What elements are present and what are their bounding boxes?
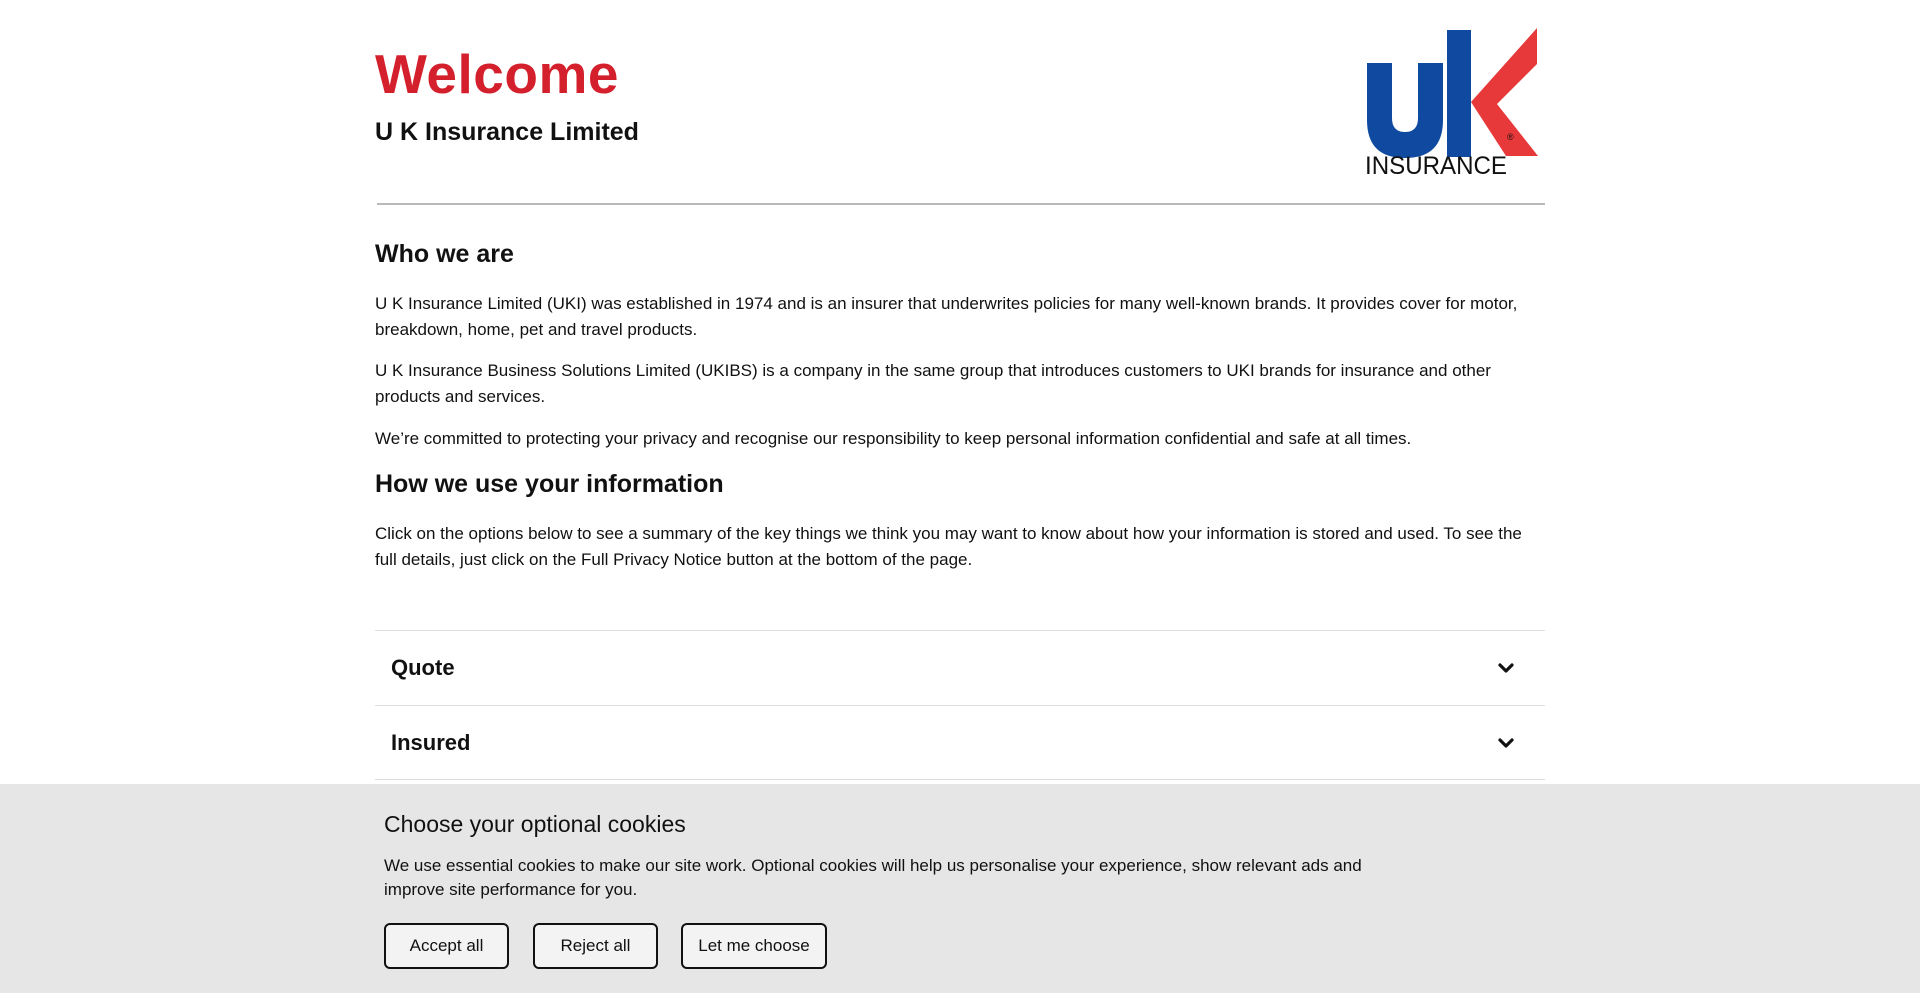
accept-all-button[interactable]: Accept all [384,923,509,969]
section-title-who-we-are: Who we are [375,240,514,268]
accordion-item-insured[interactable] [375,705,1545,780]
logo-registered-mark: ® [1507,132,1514,142]
paragraph-about-ukibs: U K Insurance Business Solutions Limited (UKIBS) is a company in the same group that introduces customers to UKI brands for insurance and other products and services. [375,361,1491,406]
logo-k-arm [1471,28,1538,156]
accordion-label: Quote [391,655,455,680]
company-name: U K Insurance Limited [375,118,639,146]
chevron-down-icon [1497,734,1515,752]
cookie-banner [0,784,1920,993]
logo-k-stem [1447,30,1471,157]
accordion-label: Insured [391,730,471,755]
logo-u-letter [1367,63,1443,158]
paragraph-privacy-commitment: We’re committed to protecting your privacy and recognise our responsibility to keep personal information confidential and safe at all times. [375,429,1412,448]
section-title-how-we-use: How we use your information [375,470,724,498]
main-content [375,0,1545,755]
page-title: Welcome [375,43,619,105]
cookie-banner-title: Choose your optional cookies [384,811,686,837]
accordion-item-quote[interactable] [375,630,1545,705]
paragraph-how-we-use: Click on the options below to see a summary of the key things we think you may want to know about how your information is stored and used. To see the full details, just click on the Full Privacy Notice button at the bottom of the page. [375,524,1522,569]
uk-insurance-logo [1365,28,1545,176]
logo-insurance-text: INSURANCE [1365,152,1507,176]
page-header [377,0,1545,205]
reject-all-button[interactable]: Reject all [533,923,658,969]
cookie-banner-text: We use essential cookies to make our site work. Optional cookies will help us personalise your experience, show relevant ads and improve site performance for you. [384,856,1362,899]
paragraph-about-uki: U K Insurance Limited (UKI) was established in 1974 and is an insurer that underwrites policies for many well-known brands. It provides cover for motor, breakdown, home, pet and travel products. [375,294,1518,339]
let-me-choose-button[interactable]: Let me choose [681,923,827,969]
chevron-down-icon [1497,659,1515,677]
